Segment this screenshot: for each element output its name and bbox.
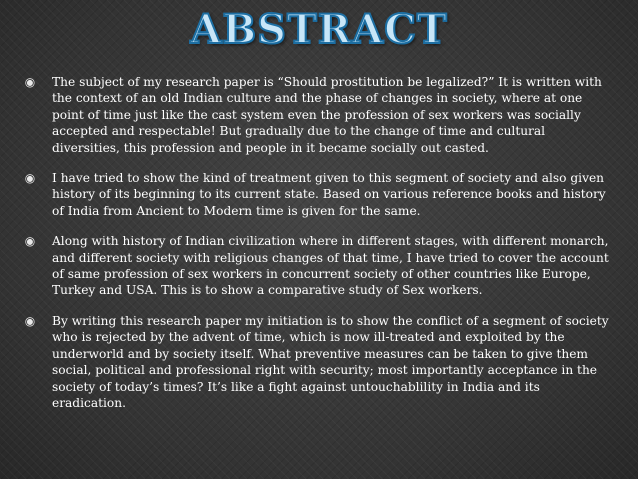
abstract-bullet-list [22, 74, 612, 425]
paragraph-text: I have tried to show the kind of treatment given to this segment of society and also given history of its beginning to its current state. Based on various reference books and history of India from Ancient to Modern time is given for the same. [52, 171, 606, 218]
paragraph-text: The subject of my research paper is “Should prostitution be legalized?” It is written with the context of an old Indian culture and the phase of changes in society, where at one point of time just like the cast system even the profession of sex workers was socially accepted and respectable! But gradually due to the change of time and cultural diversities, this profession and people in it became socially out casted. [52, 75, 602, 155]
target-bullet-icon: ◉ [24, 171, 36, 186]
list-item [22, 313, 612, 411]
target-bullet-icon: ◉ [24, 234, 36, 249]
paragraph-text: Along with history of Indian civilization where in different stages, with different monarch, and different society with religious changes of that time, I have tried to cover the account of same profession of sex workers in concurrent society of other countries like Europe, Turkey and USA. This is to show a comparative study of Sex workers. [52, 234, 609, 298]
target-bullet-icon: ◉ [24, 75, 36, 89]
list-item [22, 233, 612, 299]
slide-title: ABSTRACT [190, 6, 448, 53]
target-bullet-icon: ◉ [24, 313, 36, 328]
list-item [22, 74, 612, 156]
list-item [22, 170, 612, 219]
paragraph-text: By writing this research paper my initiation is to show the conflict of a segment of society who is rejected by the advent of time, which is now ill-treated and exploited by the underworld and by society itself. What preventive measures can be taken to give them social, political and professional right with security; most importantly acceptance in the society of today’s times? It’s like a fight against untouchablility in India and its eradication. [52, 313, 609, 410]
